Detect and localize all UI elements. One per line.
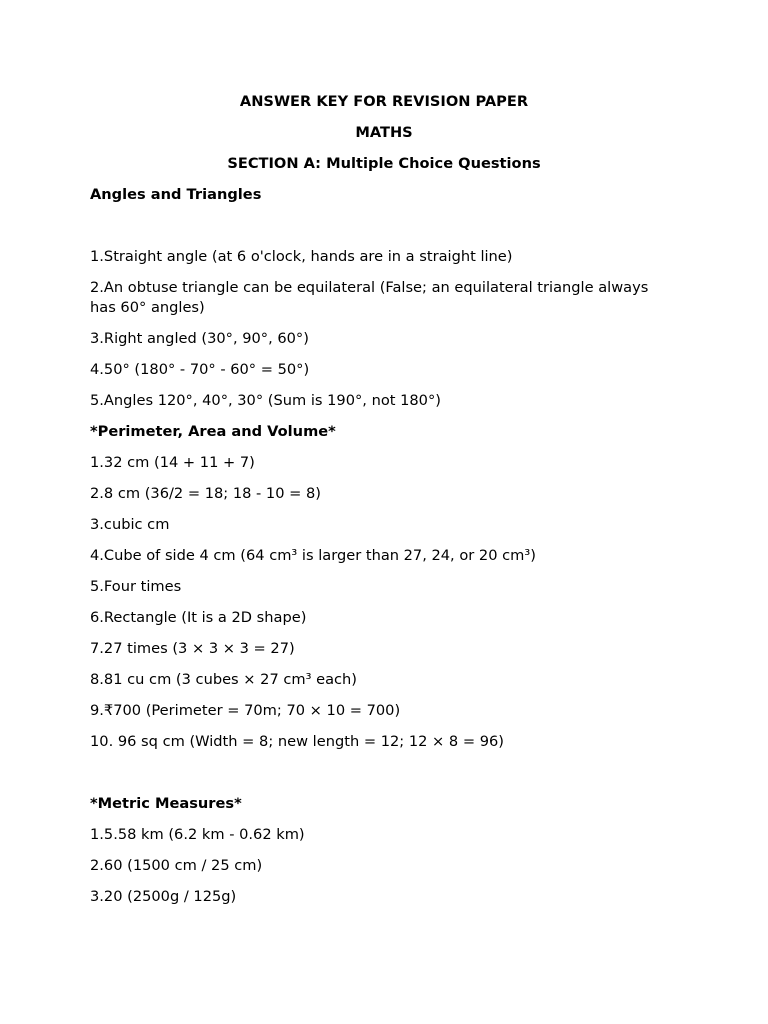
perimeter-answer-3: 3.cubic cm <box>90 516 170 533</box>
perimeter-answer-1: 1.32 cm (14 + 11 + 7) <box>90 454 255 471</box>
angles-answer-3: 3.Right angled (30°, 90°, 60°) <box>90 330 309 347</box>
section-heading: SECTION A: Multiple Choice Questions <box>227 155 541 172</box>
perimeter-heading: *Perimeter, Area and Volume* <box>90 423 336 440</box>
angles-heading: Angles and Triangles <box>90 186 262 203</box>
metric-answer-1: 1.5.58 km (6.2 km - 0.62 km) <box>90 826 305 843</box>
metric-heading: *Metric Measures* <box>90 795 242 812</box>
perimeter-answer-6: 6.Rectangle (It is a 2D shape) <box>90 609 307 626</box>
angles-answer-5: 5.Angles 120°, 40°, 30° (Sum is 190°, not 180°) <box>90 392 441 409</box>
angles-answer-4: 4.50° (180° - 70° - 60° = 50°) <box>90 361 310 378</box>
perimeter-answer-9: 9.₹700 (Perimeter = 70m; 70 × 10 = 700) <box>90 702 401 719</box>
perimeter-answer-7: 7.27 times (3 × 3 × 3 = 27) <box>90 640 295 657</box>
document-title: ANSWER KEY FOR REVISION PAPER <box>239 93 529 110</box>
perimeter-answer-8: 8.81 cu cm (3 cubes × 27 cm³ each) <box>90 671 357 688</box>
subject-heading: MATHS <box>355 124 413 141</box>
answer-key-document <box>90 92 678 918</box>
angles-answer-2: 2.An obtuse triangle can be equilateral (False; an equilateral triangle always has 60° angles) <box>90 279 649 316</box>
perimeter-answer-5: 5.Four times <box>90 578 182 595</box>
perimeter-answer-10: 10. 96 sq cm (Width = 8; new length = 12; 12 × 8 = 96) <box>90 733 504 750</box>
perimeter-answer-4: 4.Cube of side 4 cm (64 cm³ is larger than 27, 24, or 20 cm³) <box>90 547 536 564</box>
metric-answer-2: 2.60 (1500 cm / 25 cm) <box>90 857 263 874</box>
perimeter-answer-2: 2.8 cm (36/2 = 18; 18 - 10 = 8) <box>90 485 321 502</box>
spacer <box>90 763 678 783</box>
angles-answer-1: 1.Straight angle (at 6 o'clock, hands are in a straight line) <box>90 248 513 265</box>
spacer <box>90 216 678 236</box>
metric-answer-3: 3.20 (2500g / 125g) <box>90 888 237 905</box>
